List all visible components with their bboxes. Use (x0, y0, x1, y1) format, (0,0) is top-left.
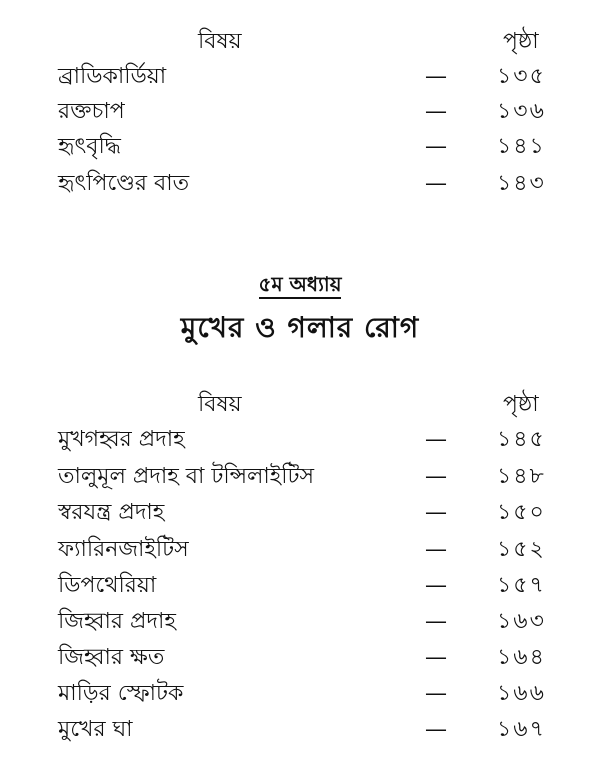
entry-topic: মুখগহ্বর প্রদাহ (58, 427, 185, 452)
entry-topic: মুখের ঘা (58, 717, 133, 742)
entry-page-number: ১৪১ (497, 134, 546, 159)
entry-dash: — (425, 500, 447, 525)
entry-topic: জিহ্বার ক্ষত (58, 645, 165, 670)
entry-page-number: ১৬৩ (497, 609, 546, 634)
entry-dash: — (425, 537, 447, 562)
page-column-header: পৃষ্ঠা (503, 29, 539, 54)
toc-entry (0, 495, 600, 531)
topic-column-header: বিষয় (198, 392, 242, 417)
entry-page-number: ১৫০ (497, 500, 546, 525)
entry-dash: — (425, 573, 447, 598)
chapter-label-text: ৫ম অধ্যায় (259, 272, 342, 299)
entry-dash: — (425, 609, 447, 634)
chapter-title: মুখের ও গলার রোগ (180, 311, 420, 344)
toc-entry (0, 568, 600, 604)
entry-page-number: ১৬৭ (497, 717, 546, 742)
entry-page-number: ১৫৭ (497, 573, 546, 598)
entry-page-number: ১৪৩ (497, 171, 546, 196)
entry-dash: — (425, 464, 447, 489)
toc-entry (0, 166, 600, 202)
page-column-header: পৃষ্ঠা (503, 392, 539, 417)
entry-topic: রক্তচাপ (58, 99, 125, 124)
toc-entry (0, 459, 600, 495)
entry-page-number: ১৬৬ (497, 681, 546, 706)
entry-page-number: ১৩৫ (497, 64, 546, 89)
toc-entry (0, 94, 600, 130)
toc-entry (0, 712, 600, 748)
entry-topic: হৃৎপিণ্ডের বাত (58, 171, 190, 196)
entry-page-number: ১৪৫ (497, 427, 546, 452)
section1-header-row (0, 24, 600, 60)
toc-entry (0, 59, 600, 95)
chapter-label (0, 269, 600, 299)
entry-topic: ফ্যারিনজাইটিস (58, 537, 189, 562)
entry-dash: — (425, 645, 447, 670)
entry-dash: — (425, 171, 447, 196)
entry-page-number: ১৪৮ (497, 464, 546, 489)
topic-column-header: বিষয় (198, 29, 242, 54)
entry-page-number: ১৫২ (497, 537, 546, 562)
entry-dash: — (425, 681, 447, 706)
entry-topic: স্বরযন্ত্র প্রদাহ (58, 500, 165, 525)
toc-entry (0, 676, 600, 712)
entry-topic: ব্রাডিকার্ডিয়া (58, 64, 167, 89)
toc-entry (0, 422, 600, 458)
entry-page-number: ১৩৬ (497, 99, 546, 124)
entry-dash: — (425, 427, 447, 452)
entry-topic: হৃৎবৃদ্ধি (58, 134, 121, 159)
toc-entry (0, 532, 600, 568)
entry-page-number: ১৬৪ (497, 645, 546, 670)
entry-topic: মাড়ির স্ফোটক (58, 681, 184, 706)
toc-entry (0, 640, 600, 676)
entry-dash: — (425, 134, 447, 159)
section2-header-row (0, 387, 600, 423)
entry-dash: — (425, 717, 447, 742)
entry-dash: — (425, 99, 447, 124)
entry-topic: তালুমূল প্রদাহ বা টন্সিলাইটিস (58, 464, 315, 489)
toc-entry (0, 604, 600, 640)
entry-topic: জিহ্বার প্রদাহ (58, 609, 176, 634)
entry-dash: — (425, 64, 447, 89)
entry-topic: ডিপথেরিয়া (58, 573, 157, 598)
toc-entry (0, 129, 600, 165)
